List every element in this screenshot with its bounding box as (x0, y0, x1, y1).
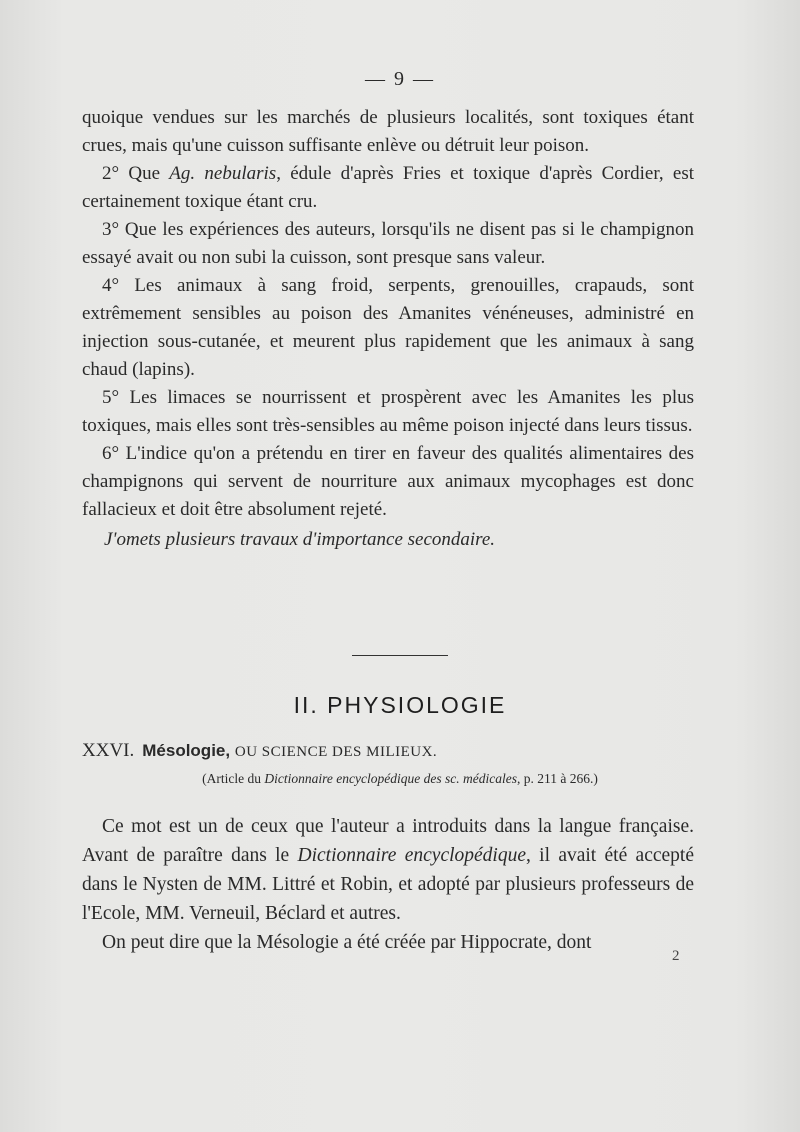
article-body (82, 812, 694, 957)
paragraph-continuation: quoique vendues sur les marchés de plusieurs localités, sont toxiques étant crues, mais qu'une cuisson suffisante enlève ou détruit leur poison. (82, 107, 694, 156)
note-suffix: , p. 211 à 266.) (516, 771, 598, 786)
paragraph-rest: , il avait été accepté dans le Nysten de MM. Littré et Robin, et adopté par plusieurs professeurs de l'Ecole, MM. Verneuil, Béclard et autres. (82, 845, 694, 924)
conclusions-section (82, 104, 694, 554)
note-source: Dictionnaire encyclopédique des sc. médicales (264, 771, 517, 786)
article-paragraph-2: On peut dire que la Mésologie a été créée par Hippocrate, dont (102, 932, 592, 953)
dictionary-title: Dictionnaire encyclopédique (297, 845, 526, 866)
paragraph-conclusion-2 (82, 160, 694, 216)
note-prefix: (Article du (202, 771, 265, 786)
paragraph-prefix: Ce mot est un de ceux que l'auteur a introduits dans la langue française. Avant de paraître dans le (82, 816, 694, 866)
page-number: — 9 — (365, 68, 435, 90)
article-number: XXVI. (82, 740, 135, 761)
paragraph-rest: , édule d'après Fries et toxique d'après Cordier, est certainement toxique étant cru. (82, 163, 694, 212)
article-title: Mésologie, (142, 741, 231, 760)
paragraph-conclusion-5: 5° Les limaces se nourrissent et prospèrent avec les Amanites les plus toxiques, mais elles sont très-sensibles au même poison injecté dans leurs tissus. (82, 387, 694, 436)
article-paragraph-1 (82, 812, 694, 928)
paragraph-prefix: 2° Que (102, 163, 170, 184)
section-title: II. PHYSIOLOGIE (293, 692, 507, 718)
article-heading (82, 740, 437, 762)
paragraph-conclusion-6: 6° L'indice qu'on a prétendu en tirer en faveur des qualités alimentaires des champignons qui servent de nourriture aux animaux mycophages est donc fallacieux et doit être absolument rejeté. (82, 443, 694, 520)
signature-mark: 2 (672, 948, 680, 964)
species-name: Ag. nebularis (169, 163, 277, 184)
article-reference (0, 771, 800, 787)
paragraph-conclusion-3: 3° Que les expériences des auteurs, lorsqu'ils ne disent pas si le champignon essayé avait ou non subi la cuisson, sont presque sans valeur. (82, 219, 694, 268)
article-subtitle: OU SCIENCE DES MILIEUX. (234, 744, 438, 760)
paragraph-conclusion-4: 4° Les animaux à sang froid, serpents, grenouilles, crapauds, sont extrêmement sensibles au poison des Amanites vénéneuses, administré en injection sous-cutanée, et meurent plus rapidement que les animaux à sang chaud (lapins). (82, 275, 694, 380)
omission-note: J'omets plusieurs travaux d'importance secondaire. (104, 529, 496, 550)
section-divider (352, 655, 448, 656)
